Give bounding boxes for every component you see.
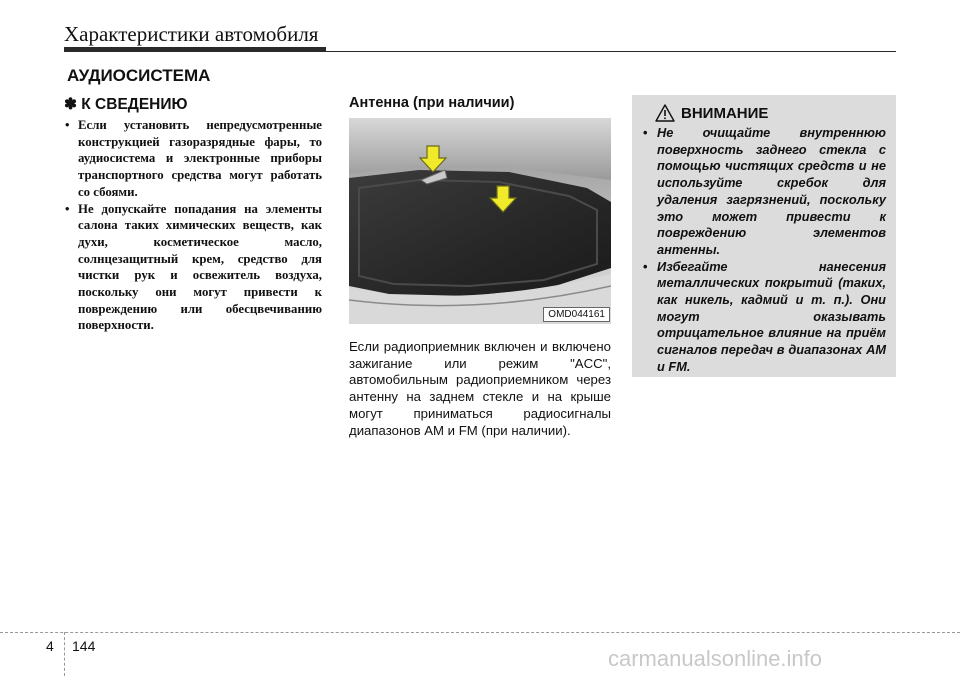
warning-triangle-icon <box>655 104 675 122</box>
site-watermark: carmanualsonline.info <box>608 646 823 671</box>
caution-item: • Не очищайте внутреннюю поверхность заднего стекла с помощью чистящих средств и не используйте скребок для удаления загрязнений, поскольку это может привести к повреждению элементов антенны. <box>641 125 886 259</box>
footer-rule <box>0 632 960 633</box>
note-list <box>64 117 322 334</box>
caution-box <box>632 95 896 377</box>
rear-window-antenna-figure <box>349 118 611 324</box>
antenna-heading: Антенна (при наличии) <box>349 95 515 111</box>
footer-divider <box>64 632 65 676</box>
car-rear-window-illustration <box>349 118 611 324</box>
chapter-number: 4 <box>46 638 54 654</box>
figure-code-label: OMD044161 <box>543 307 610 322</box>
page-number: 144 <box>72 638 96 654</box>
caution-item: • Избегайте нанесения металлических покрытий (таких, как никель, кадмий и т. п.). Они могут оказывать отрицательное влияние на приём сигналов передач в диапазонах AM и FM. <box>641 259 886 376</box>
caution-title: ВНИМАНИЕ <box>681 104 769 122</box>
running-header-title: Характеристики автомобиля <box>64 22 319 46</box>
section-heading: АУДИОСИСТЕМА <box>67 66 211 85</box>
note-item: • Не допускайте попадания на элементы салона таких химических веществ, как духи, косметическое масло, солнцезащитный крем, средство для чистки рук и освежитель воздуха, поскольку они могут привести к повреждению или обесцвечиванию поверхности. <box>64 201 322 335</box>
header-rule-thin <box>64 51 896 52</box>
note-title: ✽ К СВЕДЕНИЮ <box>64 96 188 113</box>
note-item: • Если установить непредусмотренные конструкцией газоразрядные фары, то аудиосистема и электронные приборы транспортного средства могут работать со сбоями. <box>64 117 322 201</box>
antenna-description: Если радиоприемник включен и включено зажигание или режим "ACC", автомобильным радиоприемником через антенну на заднем стекле и на крыше могут приниматься радиосигналы диапазонов AM и FM (при наличии). <box>349 339 611 438</box>
caution-header <box>655 104 886 122</box>
caution-list <box>641 125 886 376</box>
